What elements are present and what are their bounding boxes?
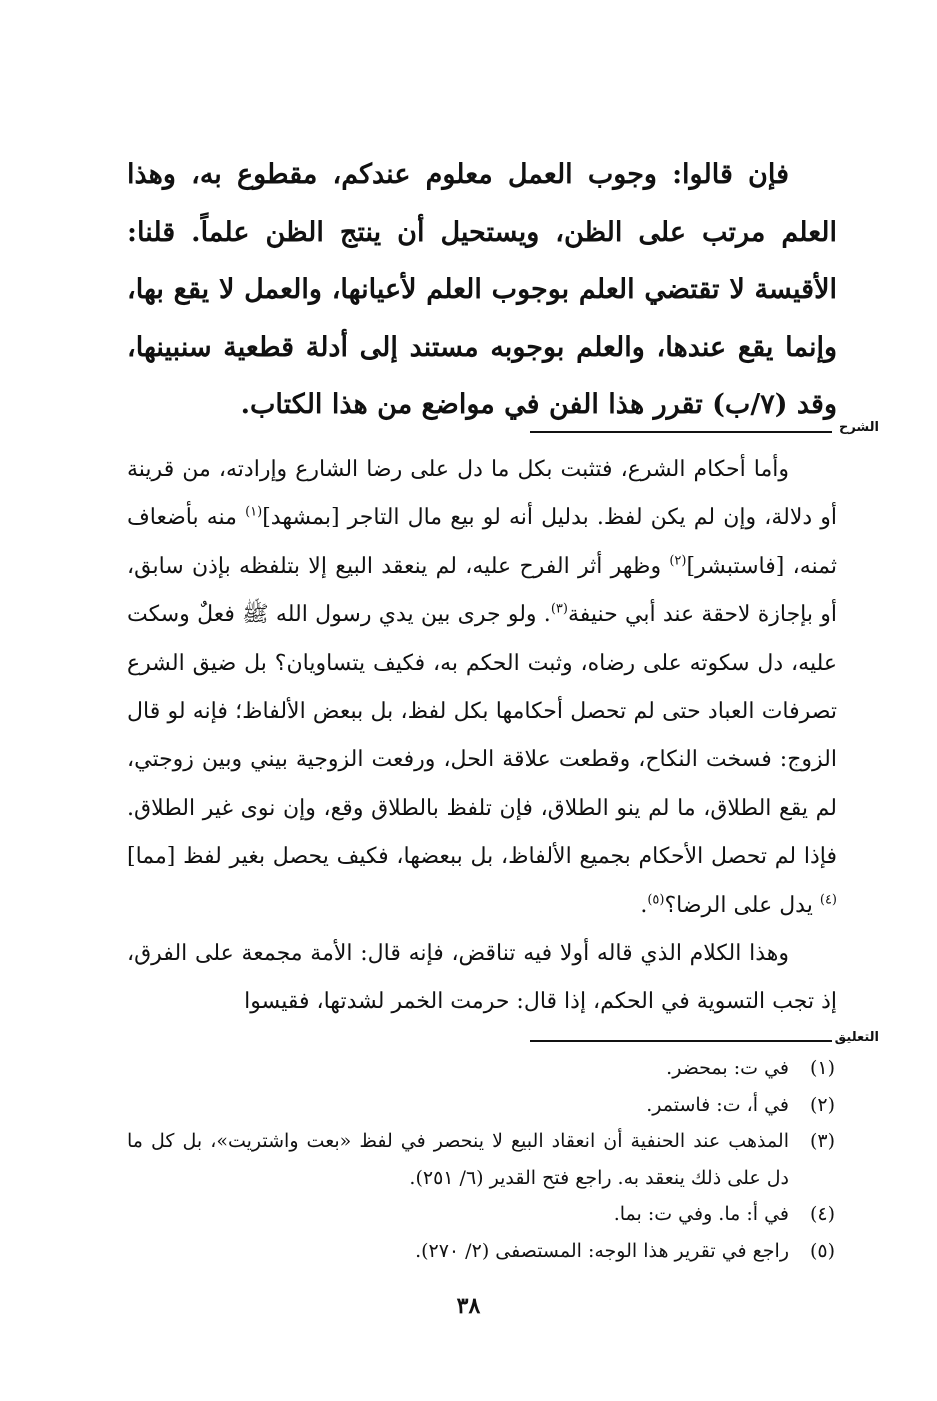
sharh-label: الشرح	[838, 420, 879, 435]
sharh-text: وظهر أثر الفرح عليه، لم ينعقد البيع إلا بتلفظه بإذن سابق، أو بإجازة لاحقة عند أبي حنيفة	[127, 553, 837, 628]
footnote-ref-4[interactable]: (٤)	[819, 892, 837, 908]
sharh-text: منه بأضعاف ثمنه، [فاستبشر]	[127, 505, 837, 579]
footnote-number: (١)	[809, 1057, 835, 1079]
sharh-text: . ولو جرى بين يدي رسول الله ﷺ فعلٌ وسكت عليه، دل سكوته على رضاه، وثبت الحكم به، فكيف يتساويان؟ بل ضيق الشرع تصرفات العباد حتى لم تحصل أحكامها بكل لفظ، بل ببعض الألفاظ؛ فإنه لو قال الزوج: فسخت النكاح، وقطعت علاقة الحل، ورفعت الزوجية بيني وبين زوجتي، لم يقع الطلاق، ما لم ينو الطلاق، فإن تلفظ بالطلاق وقع، وإن نوى غير الطلاق. فإذا لم تحصل الأحكام بجميع الألفاظ، بل ببعضها، فكيف يحصل بغير لفظ [مما]	[127, 602, 837, 870]
footnote-number: (٢)	[809, 1093, 835, 1116]
main-text-paragraph: فإن قالوا: وجوب العمل معلوم عندكم، مقطوع به، وهذا العلم مرتب على الظن، ويستحيل أن ينتج الظن علماً. قلنا: الأقيسة لا تقتضي العلم بوجوب العلم لأعيانها، والعمل لا يقع بها، وإنما يقع عندها، والعلم بوجوبه مستند إلى أدلة قطعية سنبينها، وقد (٧/ب) تقرر هذا الفن في مواضع من هذا الكتاب.	[127, 159, 837, 420]
footnote-1	[127, 1050, 837, 1087]
footnote-text: المذهب عند الحنفية أن انعقاد البيع لا ينحصر في لفظ «بعت واشتريت»، بل كل ما دل على ذلك ينعقد به. راجع فتح القدير (٦/ ٢٥١).	[127, 1130, 789, 1189]
sharh-paragraph-1	[127, 446, 837, 930]
sharh-paragraph-2: وهذا الكلام الذي قاله أولا فيه تناقض، فإنه قال: الأمة مجمعة على الفرق، إذ تجب التسوية في الحكم، إذا قال: حرمت الخمر لشدتها، فقيسوا	[127, 941, 837, 1015]
footnote-text: في أ: ما. وفي ت: بما.	[613, 1203, 789, 1225]
footnotes	[127, 1050, 837, 1269]
footnote-text: في ت: بمحضر.	[666, 1057, 789, 1079]
footnote-ref-2[interactable]: (٢)	[669, 553, 687, 569]
main-text	[127, 146, 837, 434]
footnote-2	[127, 1087, 837, 1124]
footnote-4	[127, 1196, 837, 1233]
taliq-label: التعليق	[834, 1030, 879, 1045]
sharh-text: .	[640, 892, 648, 918]
page-number: ٣٨	[456, 1293, 481, 1319]
footnote-text: في أ، ت: فاستمر.	[646, 1093, 789, 1116]
footnote-number: (٣)	[809, 1130, 835, 1152]
footnote-3	[127, 1123, 837, 1196]
footnote-ref-5[interactable]: (٥)	[647, 892, 665, 908]
sharh-section	[127, 446, 837, 1027]
sharh-divider	[530, 431, 832, 433]
footnote-5	[127, 1233, 837, 1270]
footnote-text: راجع في تقرير هذا الوجه: المستصفى (٢/ ٢٧٠).	[415, 1239, 789, 1262]
footnote-ref-3[interactable]: (٣)	[550, 601, 568, 617]
sharh-text: يدل على الرضا؟	[664, 892, 820, 918]
footnote-number: (٥)	[809, 1239, 835, 1262]
taliq-divider	[530, 1040, 832, 1042]
sharh-text: وأما أحكام الشرع، فتثبت بكل ما دل على رضا الشارع وإرادته، من قرينة أو دلالة، وإن لم يكن لفظ. بدليل أنه لو بيع مال التاجر [بمشهد]	[127, 457, 837, 531]
footnote-ref-1[interactable]: (١)	[245, 505, 263, 521]
footnote-number: (٤)	[809, 1203, 835, 1225]
